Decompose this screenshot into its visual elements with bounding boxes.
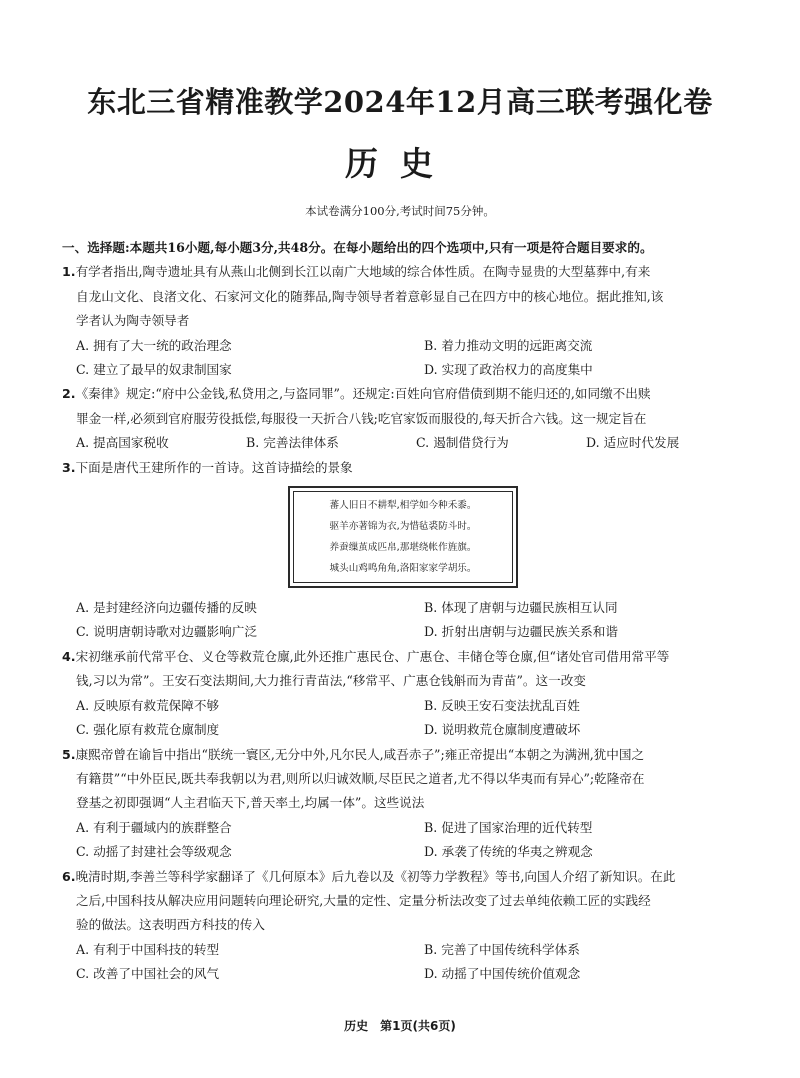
option-d: D. 承袭了传统的华夷之辨观念 bbox=[424, 844, 593, 860]
section-header: 一、选择题:本题共16小题,每小题3分,共48分。在每小题给出的四个选项中,只有一项是符合题目要求的。 bbox=[62, 240, 653, 255]
options bbox=[62, 816, 752, 865]
option-d: D. 折射出唐朝与边疆民族关系和谐 bbox=[424, 624, 618, 640]
option-a: A. 有利于中国科技的转型 bbox=[76, 941, 220, 957]
option-d: D. 实现了政治权力的高度集中 bbox=[424, 362, 593, 378]
option-b: B. 反映王安石变法扰乱百姓 bbox=[424, 697, 580, 713]
option-c: C. 说明唐朝诗歌对边疆影响广泛 bbox=[76, 624, 257, 640]
option-b: B. 促进了国家治理的近代转型 bbox=[424, 819, 593, 835]
option-b: B. 完善法律体系 bbox=[246, 435, 339, 451]
option-d: D. 适应时代发展 bbox=[586, 435, 680, 451]
subject-title: 历史 bbox=[345, 144, 455, 183]
question-text: 验的做法。这表明西方科技的传入 bbox=[76, 917, 265, 933]
exam-title: 东北三省精准教学2024年12月高三联考强化卷 bbox=[87, 85, 713, 119]
question-text: 自龙山文化、良渚文化、石家河文化的随葬品,陶寺领导者着意彰显自己在四方中的核心地位。据此推知,该 bbox=[76, 288, 664, 304]
options bbox=[62, 938, 752, 987]
question-3 bbox=[62, 456, 752, 645]
options bbox=[62, 596, 752, 645]
question-text: 钱,习以为常”。王安石变法期间,大力推行青苗法,“移常平、广惠仓钱斛而为青苗”。这一改变 bbox=[76, 673, 586, 689]
question-text: 有籍贯”“中外臣民,既共奉我朝以为君,则所以归诚效顺,尽臣民之道者,尤不得以华夷而有异心”;乾隆帝在 bbox=[76, 770, 645, 786]
question-text: 宋初继承前代常平仓、义仓等救荒仓廪,此外还推广惠民仓、广惠仓、丰储仓等仓廪,但“诸处官司借用常平等 bbox=[75, 648, 670, 664]
option-b: B. 完善了中国传统科学体系 bbox=[424, 941, 580, 957]
question-text: 之后,中国科技从解决应用问题转向理论研究,大量的定性、定量分析法改变了过去单纯依赖工匠的实践经 bbox=[76, 892, 651, 908]
question-number: 4. bbox=[62, 648, 76, 664]
question-text: 登基之初即强调“人主君临天下,普天率土,均属一体”。这些说法 bbox=[76, 795, 425, 811]
option-a: A. 是封建经济向边疆传播的反映 bbox=[76, 600, 257, 616]
page-footer: 历史 第1页(共6页) bbox=[344, 1019, 456, 1033]
option-d: D. 说明救荒仓廪制度遭破坏 bbox=[424, 722, 581, 738]
option-a: A. 拥有了大一统的政治理念 bbox=[76, 337, 232, 353]
question-number: 2. bbox=[62, 386, 76, 402]
question-6 bbox=[62, 865, 752, 987]
question-text: 晚清时期,李善兰等科学家翻译了《几何原本》后九卷以及《初等力学教程》等书,向国人介绍了新知识。在此 bbox=[75, 868, 676, 884]
poem-box bbox=[288, 486, 518, 588]
options bbox=[62, 694, 752, 743]
option-c: C. 建立了最早的奴隶制国家 bbox=[76, 362, 232, 378]
question-4 bbox=[62, 645, 752, 743]
option-a: A. 提高国家税收 bbox=[76, 435, 169, 451]
option-c: C. 动摇了封建社会等级观念 bbox=[76, 844, 232, 860]
question-2 bbox=[62, 382, 752, 455]
question-text: 有学者指出,陶寺遗址具有从燕山北侧到长江以南广大地域的综合体性质。在陶寺显贵的大型墓葬中,有来 bbox=[75, 264, 651, 280]
poem-line: 城头山鸡鸣角角,洛阳家家学胡乐。 bbox=[329, 563, 477, 575]
question-5 bbox=[62, 743, 752, 865]
option-b: B. 体现了唐朝与边疆民族相互认同 bbox=[424, 600, 618, 616]
option-d: D. 动摇了中国传统价值观念 bbox=[424, 966, 581, 982]
question-text: 康熙帝曾在谕旨中指出“朕统一寰区,无分中外,凡尔民人,咸吾赤子”;雍正帝提出“本朝之为满洲,犹中国之 bbox=[75, 746, 645, 762]
question-1 bbox=[62, 260, 752, 382]
poem-line: 蕃人旧日不耕犁,相学如今种禾黍。 bbox=[329, 500, 477, 512]
option-c: C. 遏制借贷行为 bbox=[416, 435, 509, 451]
poem-line: 驱羊亦著锦为衣,为惜毡裘防斗时。 bbox=[329, 521, 477, 533]
question-number: 5. bbox=[62, 746, 76, 762]
option-c: C. 强化原有救荒仓廪制度 bbox=[76, 722, 220, 738]
options bbox=[62, 431, 752, 455]
question-number: 3. bbox=[62, 459, 76, 475]
question-number: 6. bbox=[62, 868, 76, 884]
option-b: B. 着力推动文明的远距离交流 bbox=[424, 337, 593, 353]
options bbox=[62, 334, 752, 383]
question-number: 1. bbox=[62, 264, 76, 280]
question-text: 下面是唐代王建所作的一首诗。这首诗描绘的景象 bbox=[75, 459, 353, 475]
option-c: C. 改善了中国社会的风气 bbox=[76, 966, 220, 982]
exam-info: 本试卷满分100分,考试时间75分钟。 bbox=[305, 204, 495, 218]
question-text: 罪金一样,必须到官府服劳役抵偿,每服役一天折合八钱;吃官家饭而服役的,每天折合六钱。这一规定旨在 bbox=[76, 410, 647, 426]
option-a: A. 有利于疆域内的族群整合 bbox=[76, 819, 232, 835]
question-text: 学者认为陶寺领导者 bbox=[76, 313, 190, 329]
option-a: A. 反映原有救荒保障不够 bbox=[76, 697, 220, 713]
poem-line: 养蚕缫茧成匹帛,那堪绕帐作旌旗。 bbox=[329, 542, 477, 554]
question-section bbox=[62, 236, 752, 987]
question-text: 《秦律》规定:“府中公金钱,私贷用之,与盗同罪”。还规定:百姓向官府借债到期不能归还的,如同缴不出赎 bbox=[75, 386, 651, 402]
